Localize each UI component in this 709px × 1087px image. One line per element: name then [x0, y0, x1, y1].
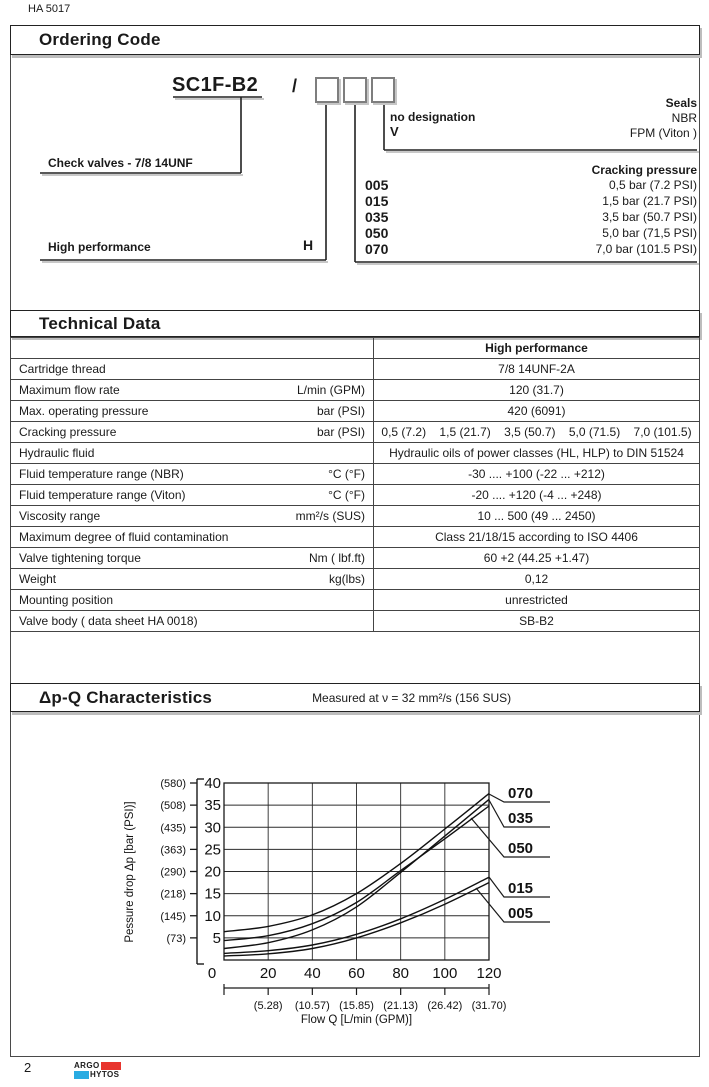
seal-option-code: no designation: [390, 110, 476, 124]
param-value: -30 .... +100 (-22 ... +212): [374, 464, 700, 485]
param-unit: Nm ( lbf.ft): [309, 551, 365, 565]
table-row: [11, 527, 700, 548]
table-row: [11, 590, 700, 611]
svg-text:(363): (363): [160, 844, 186, 857]
svg-text:(73): (73): [166, 932, 186, 945]
param-label: Hydraulic fluid: [19, 446, 95, 460]
param-label: Fluid temperature range (Viton): [19, 488, 186, 502]
svg-text:(31.70): (31.70): [471, 1000, 507, 1012]
table-row: [11, 380, 700, 401]
param-label: Weight: [19, 572, 57, 586]
svg-text:Pessure drop Δp [bar (PSI)]: Pessure drop Δp [bar (PSI)]: [124, 801, 136, 943]
table-row: [11, 401, 700, 422]
table-row: [11, 422, 700, 443]
svg-text:Flow Q [L/min (GPM)]: Flow Q [L/min (GPM)]: [300, 1014, 413, 1026]
param-value: 10 ... 500 (49 ... 2450): [374, 506, 700, 527]
svg-text:070: 070: [508, 785, 534, 802]
svg-text:(218): (218): [160, 888, 186, 901]
slash-separator: /: [292, 76, 298, 96]
svg-text:(508): (508): [160, 800, 186, 813]
check-valves-label: Check valves - 7/8 14UNF: [48, 156, 193, 170]
logo-text-argo: ARGO: [74, 1060, 100, 1070]
table-row: [11, 569, 700, 590]
section-title: Technical Data: [39, 313, 161, 333]
svg-text:(145): (145): [160, 910, 186, 923]
param-unit: °C (°F): [328, 467, 365, 481]
code-box-performance: [315, 77, 339, 103]
svg-text:30: 30: [204, 819, 221, 837]
cracking-option-value: 7,0 bar (101.5 PSI): [595, 242, 697, 256]
code-box-seals: [371, 77, 395, 103]
svg-text:(15.85): (15.85): [339, 1000, 374, 1012]
dpq-chart: [10, 712, 700, 1057]
svg-text:(21.13): (21.13): [383, 1000, 419, 1012]
svg-text:(10.57): (10.57): [294, 1000, 330, 1012]
cracking-option-code: 070: [365, 241, 389, 257]
section-title: Ordering Code: [39, 30, 161, 49]
table-header-row: [11, 338, 700, 359]
code-box-cracking-pressure: [343, 77, 367, 103]
cracking-option-value: 1,5 bar (21.7 PSI): [602, 194, 697, 208]
svg-text:20: 20: [204, 863, 221, 881]
param-value: 7/8 14UNF-2A: [374, 359, 700, 380]
svg-text:5: 5: [212, 929, 221, 947]
param-value: 0,5 (7.2) 1,5 (21.7) 3,5 (50.7) 5,0 (71.5) 7,0 (101.5): [374, 422, 700, 443]
svg-text:050: 050: [508, 840, 534, 857]
table-row: [11, 443, 700, 464]
param-label: Viscosity range: [19, 509, 101, 523]
svg-text:15: 15: [204, 885, 221, 903]
empty-header-cell: [11, 338, 374, 359]
param-label: Cracking pressure: [19, 425, 117, 439]
svg-text:60: 60: [348, 965, 365, 982]
param-label: Maximum flow rate: [19, 383, 120, 397]
svg-text:0: 0: [207, 965, 217, 982]
param-unit: bar (PSI): [316, 404, 365, 418]
seal-option-value: NBR: [671, 111, 697, 125]
seal-option-value: FPM (Viton ): [629, 126, 697, 140]
svg-text:(580): (580): [160, 778, 186, 790]
svg-text:(5.28): (5.28): [253, 1000, 283, 1012]
param-value: unrestricted: [374, 590, 700, 611]
logo-red-block: [101, 1062, 121, 1070]
svg-text:(26.42): (26.42): [427, 1000, 463, 1012]
logo-blue-block: [74, 1071, 89, 1079]
param-label: Cartridge thread: [19, 362, 106, 376]
param-label: Max. operating pressure: [19, 404, 149, 418]
svg-text:10: 10: [204, 907, 221, 925]
param-value: -20 .... +120 (-4 ... +248): [374, 485, 700, 506]
section-header-technical-data: [10, 310, 700, 337]
seal-option-code: V: [390, 124, 399, 139]
page-number: 2: [24, 1060, 32, 1075]
model-code: SC1F-B2: [172, 74, 259, 96]
svg-text:(435): (435): [160, 822, 186, 835]
cracking-option-value: 0,5 bar (7.2 PSI): [608, 178, 697, 192]
svg-text:40: 40: [303, 965, 321, 982]
column-header: High performance: [374, 338, 700, 359]
high-performance-label: High performance: [48, 240, 151, 254]
seals-heading: Seals: [665, 96, 697, 110]
param-unit: L/min (GPM): [296, 383, 365, 397]
cracking-option-value: 5,0 bar (71,5 PSI): [602, 226, 697, 240]
param-value: SB-B2: [374, 611, 700, 632]
svg-text:035: 035: [508, 810, 534, 827]
doc-code: HA 5017: [28, 3, 71, 15]
param-value: Hydraulic oils of power classes (HL, HLP) to DIN 51524: [374, 443, 700, 464]
param-unit: bar (PSI): [316, 425, 365, 439]
section-header-ordering-code: [10, 25, 700, 55]
logo-text-hytos: HYTOS: [90, 1069, 120, 1079]
table-row: [11, 359, 700, 380]
cracking-option-code: 015: [365, 193, 389, 209]
svg-text:40: 40: [204, 775, 221, 792]
cracking-pressure-heading: Cracking pressure: [591, 163, 697, 177]
svg-text:(290): (290): [160, 866, 186, 879]
table-row: [11, 464, 700, 485]
svg-text:25: 25: [204, 841, 221, 859]
param-label: Fluid temperature range (NBR): [19, 467, 184, 481]
technical-data-table: [10, 337, 700, 632]
param-unit: °C (°F): [328, 488, 365, 502]
cracking-option-value: 3,5 bar (50.7 PSI): [602, 210, 697, 224]
param-value: 120 (31.7): [374, 380, 700, 401]
section-header-dpq-characteristics: [10, 683, 700, 712]
table-row: [11, 548, 700, 569]
param-unit: mm²/s (SUS): [295, 509, 365, 523]
table-row: [11, 611, 700, 632]
param-label: Valve tightening torque: [19, 551, 141, 565]
svg-text:005: 005: [508, 905, 534, 922]
param-value: 60 +2 (44.25 +1.47): [374, 548, 700, 569]
section-title: Δp-Q Characteristics: [39, 687, 213, 707]
table-row: [11, 506, 700, 527]
param-label: Valve body ( data sheet HA 0018): [19, 614, 198, 628]
svg-text:80: 80: [392, 965, 410, 982]
param-value: Class 21/18/15 according to ISO 4406: [374, 527, 700, 548]
param-label: Maximum degree of fluid contamination: [19, 530, 229, 544]
param-value: 420 (6091): [374, 401, 700, 422]
svg-text:20: 20: [259, 965, 277, 982]
cracking-option-code: 005: [365, 177, 389, 193]
table-row: [11, 485, 700, 506]
svg-text:120: 120: [476, 965, 502, 982]
cracking-option-code: 050: [365, 225, 389, 241]
svg-text:015: 015: [508, 880, 534, 897]
high-performance-code: H: [303, 237, 314, 253]
measurement-note: Measured at ν = 32 mm²/s (156 SUS): [312, 690, 512, 705]
cracking-option-code: 035: [365, 209, 389, 225]
param-value: 0,12: [374, 569, 700, 590]
svg-text:100: 100: [432, 965, 458, 982]
param-label: Mounting position: [19, 593, 114, 607]
param-unit: kg(lbs): [328, 572, 365, 586]
argo-hytos-logo: [74, 1061, 121, 1079]
svg-text:35: 35: [204, 797, 221, 815]
